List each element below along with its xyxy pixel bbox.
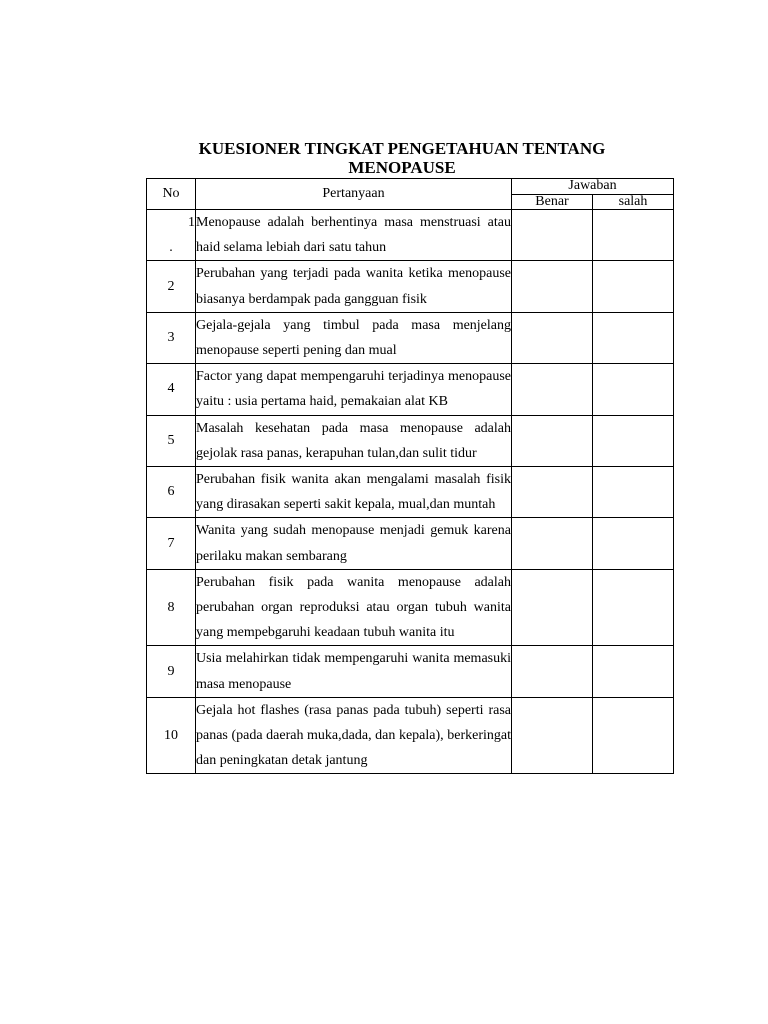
answer-false-cell[interactable] <box>593 364 674 415</box>
table-row <box>147 569 674 646</box>
question-text: Gejala hot flashes (rasa panas pada tubuh) seperti rasa panas (pada daerah muka,dada, dan kepala), berkeringat dan peningkatan detak jantung <box>196 697 512 774</box>
row-number: 2 <box>147 261 196 312</box>
table-row <box>147 518 674 569</box>
row-number: 6 <box>147 467 196 518</box>
question-text: Masalah kesehatan pada masa menopause adalah gejolak rasa panas, kerapuhan tulan,dan sulit tidur <box>196 415 512 466</box>
table-row <box>147 467 674 518</box>
answer-false-cell[interactable] <box>593 415 674 466</box>
table-row <box>147 312 674 363</box>
question-text: Menopause adalah berhentinya masa menstruasi atau haid selama lebiah dari satu tahun <box>196 210 512 261</box>
row-number <box>147 210 196 261</box>
answer-true-cell[interactable] <box>512 518 593 569</box>
header-no: No <box>147 179 196 210</box>
table-row <box>147 210 674 261</box>
question-text: Gejala-gejala yang timbul pada masa menjelang menopause seperti pening dan mual <box>196 312 512 363</box>
answer-false-cell[interactable] <box>593 312 674 363</box>
answer-false-cell[interactable] <box>593 261 674 312</box>
answer-true-cell[interactable] <box>512 467 593 518</box>
question-text: Usia melahirkan tidak mempengaruhi wanita memasuki masa menopause <box>196 646 512 697</box>
row-number: 9 <box>147 646 196 697</box>
answer-true-cell[interactable] <box>512 569 593 646</box>
answer-true-cell[interactable] <box>512 364 593 415</box>
header-true: Benar <box>512 194 593 210</box>
question-text: Perubahan fisik pada wanita menopause adalah perubahan organ reproduksi atau organ tubuh wanita yang mempebgaruhi keadaan tubuh wanita itu <box>196 569 512 646</box>
table-row <box>147 646 674 697</box>
answer-false-cell[interactable] <box>593 646 674 697</box>
row-number: 7 <box>147 518 196 569</box>
row-number: 8 <box>147 569 196 646</box>
table-row <box>147 697 674 774</box>
answer-true-cell[interactable] <box>512 312 593 363</box>
table-row <box>147 415 674 466</box>
document-title: KUESIONER TINGKAT PENGETAHUAN TENTANG MENOPAUSE <box>198 139 606 177</box>
row-number: 5 <box>147 415 196 466</box>
row-number-value: 1 <box>188 215 195 231</box>
row-number: 10 <box>147 697 196 774</box>
answer-false-cell[interactable] <box>593 518 674 569</box>
answer-true-cell[interactable] <box>512 697 593 774</box>
question-text: Perubahan fisik wanita akan mengalami masalah fisik yang dirasakan seperti sakit kepala, mual,dan muntah <box>196 467 512 518</box>
row-number: 4 <box>147 364 196 415</box>
answer-false-cell[interactable] <box>593 697 674 774</box>
answer-false-cell[interactable] <box>593 210 674 261</box>
row-number: 3 <box>147 312 196 363</box>
header-answer: Jawaban <box>512 179 674 195</box>
answer-true-cell[interactable] <box>512 210 593 261</box>
answer-true-cell[interactable] <box>512 646 593 697</box>
answer-true-cell[interactable] <box>512 415 593 466</box>
question-text: Factor yang dapat mempengaruhi terjadinya menopause yaitu : usia pertama haid, pemakaian alat KB <box>196 364 512 415</box>
header-question: Pertanyaan <box>196 179 512 210</box>
question-text: Wanita yang sudah menopause menjadi gemuk karena perilaku makan sembarang <box>196 518 512 569</box>
answer-true-cell[interactable] <box>512 261 593 312</box>
table-row <box>147 261 674 312</box>
table-row <box>147 364 674 415</box>
answer-false-cell[interactable] <box>593 569 674 646</box>
header-false: salah <box>593 194 674 210</box>
question-text: Perubahan yang terjadi pada wanita ketika menopause biasanya berdampak pada gangguan fisik <box>196 261 512 312</box>
questionnaire-table <box>146 178 674 774</box>
answer-false-cell[interactable] <box>593 467 674 518</box>
row-number-suffix: . <box>169 240 173 256</box>
